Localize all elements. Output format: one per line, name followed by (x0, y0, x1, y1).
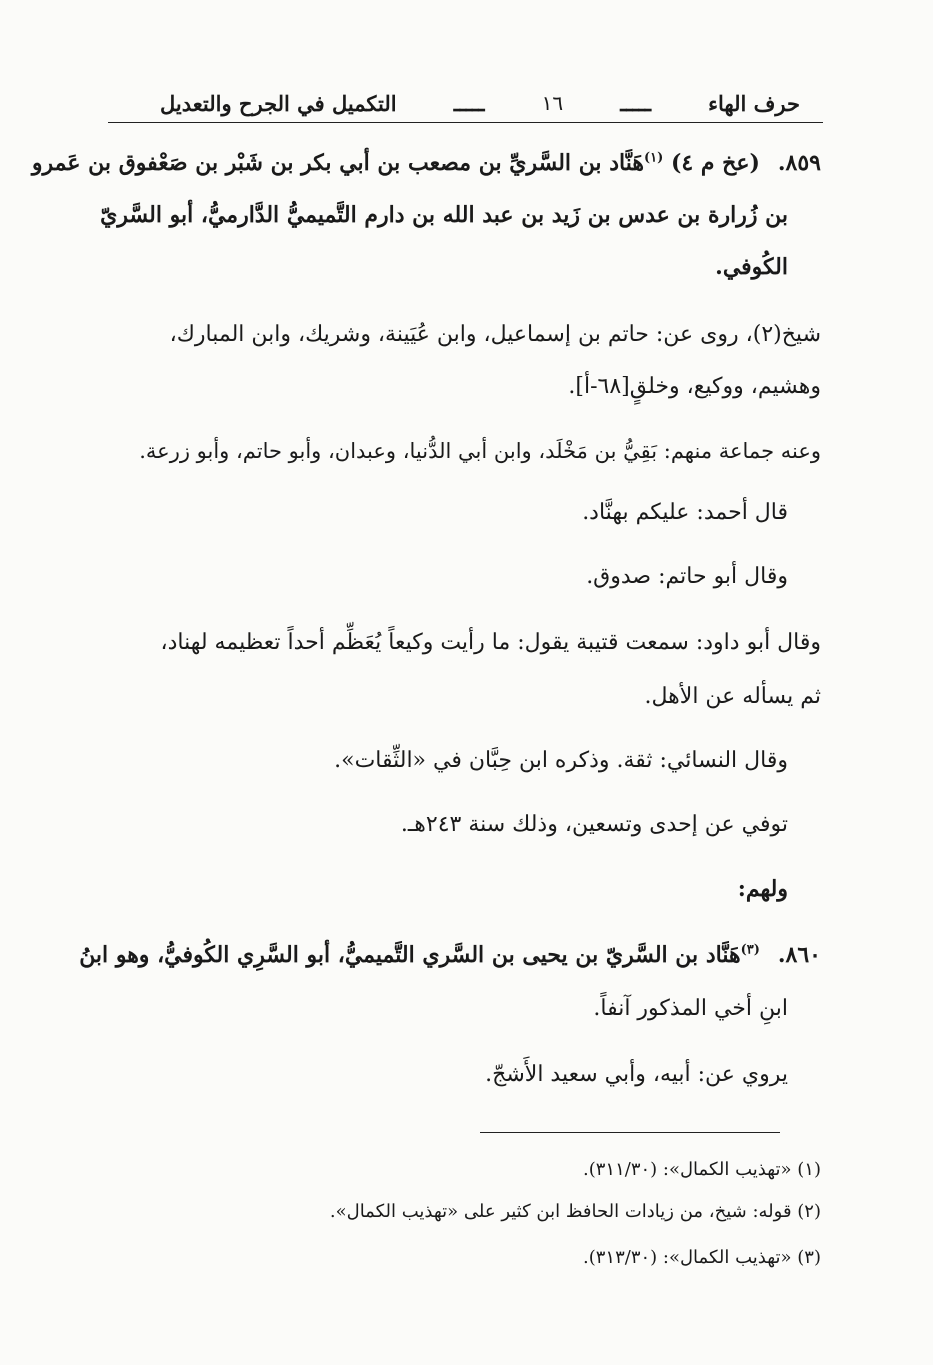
entry-859-line-2: بن زُرارة بن عدس بن زَيد بن عبد الله بن دارم التَّميميُّ الدَّارميُّ، أبو السَّريّ (100, 202, 788, 228)
paragraph-line: وقال النسائي: ثقة. وذكره ابن حِبَّان في «الثِّقات». (334, 748, 788, 773)
book-title: التكميل في الجرح والتعديل (160, 90, 397, 116)
paragraph-line: ثم يسأله عن الأهل. (644, 684, 821, 709)
footnote: (١) «تهذيب الكمال»: (٣١١/٣٠). (583, 1159, 821, 1180)
entry-codes: (عخ م ٤) (670, 150, 760, 176)
page-number: ١٦ (541, 91, 564, 115)
paragraph-line: وعنه جماعة منهم: بَقِيُّ بن مَخْلَد، وابن أبي الدُّنيا، وعبدان، وأبو حاتم، وأبو زرعة. (139, 439, 821, 463)
entry-number: ٨٥٩. (777, 150, 821, 176)
entry-name: هَنَّاد بن السَّريِّ بن مصعب بن أبي بكر بن شَبْر بن صَعْفوق بن عَمرو (31, 150, 644, 176)
entry-name: هَنَّاد بن السَّريّ بن يحيى بن السَّري التَّميميُّ، أبو السَّرِي الكُوفيُّ، وهو ابنُ (79, 942, 741, 968)
paragraph-line: شيخ(٢)، روى عن: حاتم بن إسماعيل، وابن عُيَينة، وشريك، وابن المبارك، (169, 322, 821, 347)
entry-859-line-3: الكُوفي. (715, 254, 788, 280)
running-header (160, 86, 800, 120)
footnote-marker: (٣) (740, 942, 760, 958)
paragraph-line: وهشيم، ووكيع، وخلقٍ[٦٨-أ]. (568, 374, 821, 399)
paragraph-line: وقال أبو داود: سمعت قتيبة يقول: ما رأيت وكيعاً يُعَظِّم أحداً تعظيمه لهناد، (160, 630, 821, 655)
header-rule (108, 122, 823, 123)
header-dash: ـــــ (453, 90, 485, 116)
footnote: (٣) «تهذيب الكمال»: (٣١٣/٣٠). (583, 1247, 821, 1268)
entry-860-line-1 (79, 938, 821, 972)
footnote: (٢) قوله: شيخ، من زيادات الحافظ ابن كثير على «تهذيب الكمال». (329, 1201, 821, 1222)
paragraph-line: وقال أبو حاتم: صدوق. (586, 564, 788, 589)
paragraph-line: توفي عن إحدى وتسعين، وذلك سنة ٢٤٣هـ. (400, 812, 788, 837)
footnote-marker: (١) (643, 150, 664, 166)
paragraph-line: يروي عن: أبيه، وأبي سعيد الأَشجّ. (485, 1062, 788, 1087)
footnote-separator (480, 1132, 780, 1133)
section-name: حرف الهاء (708, 90, 800, 116)
paragraph-line: ابنِ أخي المذكور آنفاً. (593, 996, 788, 1021)
paragraph-line: قال أحمد: عليكم بهنَّاد. (582, 500, 788, 525)
entry-859-line-1 (31, 146, 821, 180)
section-heading: ولهم: (737, 876, 788, 902)
entry-number: ٨٦٠. (777, 942, 821, 968)
header-dash: ـــــ (620, 90, 652, 116)
